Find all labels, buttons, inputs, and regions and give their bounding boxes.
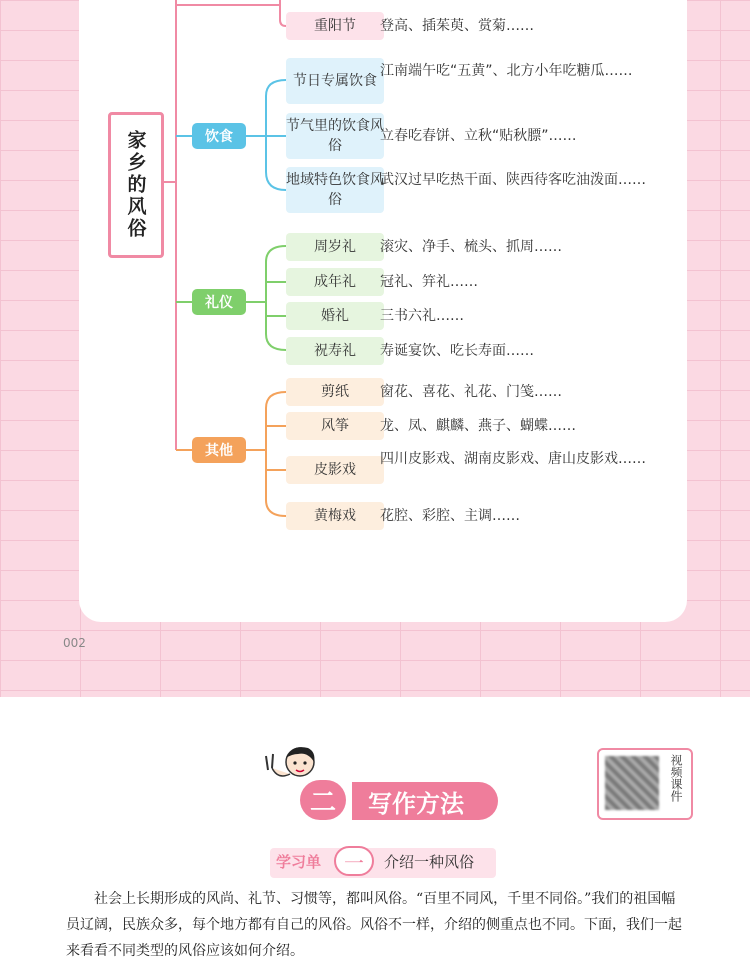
worksheet-number: 一: [334, 846, 374, 876]
desc-kite: 龙、凤、麒麟、燕子、蝴蝶……: [380, 418, 576, 434]
video-qr-card[interactable]: [597, 748, 693, 820]
desc-huangmei-opera: 花腔、彩腔、主调……: [380, 508, 520, 524]
page-number: 002: [63, 636, 86, 650]
section-number: 二: [300, 780, 346, 820]
desc-wedding: 三书六礼……: [380, 308, 464, 324]
section-title: 写作方法: [352, 782, 498, 820]
leaf-wedding: 婚礼: [286, 302, 384, 330]
intro-paragraph: 社会上长期形成的风尚、礼节、习惯等，都叫风俗。“百里不同风，千里不同俗。”我们的祖国幅员辽阔，民族众多，每个地方都有自己的风俗。风俗不一样，介绍的侧重点也不同。下面，我们一起来看看不同类型的风俗应该如何介绍。: [66, 891, 682, 959]
qr-label: 视频课件: [669, 754, 683, 802]
leaf-coming-of-age: 成年礼: [286, 268, 384, 296]
leaf-shadow-play: 皮影戏: [286, 456, 384, 484]
leaf-chongyang: 重阳节: [286, 12, 384, 40]
mindmap-title-box: [108, 112, 164, 258]
mindmap-title: 家乡的风俗: [124, 130, 147, 240]
leaf-solar-term-food: 节气里的饮食风俗: [286, 113, 384, 159]
leaf-paper-cutting: 剪纸: [286, 378, 384, 406]
desc-chongyang: 登高、插茱萸、赏菊……: [380, 18, 534, 34]
desc-longevity: 寿诞宴饮、吃长寿面……: [380, 343, 534, 359]
worksheet-label: 学习单: [276, 853, 322, 871]
leaf-regional-food: 地域特色饮食风俗: [286, 167, 384, 213]
leaf-kite: 风筝: [286, 412, 384, 440]
desc-festival-food: 江南端午吃“五黄”、北方小年吃糖瓜……: [380, 63, 633, 79]
worksheet-title: 介绍一种风俗: [384, 853, 475, 871]
qr-code-icon: [605, 756, 659, 810]
desc-coming-of-age: 冠礼、笄礼……: [380, 274, 478, 290]
desc-shadow-play: 四川皮影戏、湖南皮影戏、唐山皮影戏……: [380, 451, 646, 467]
category-other: 其他: [192, 437, 246, 463]
leaf-festival-food: 节日专属饮食: [286, 58, 384, 104]
leaf-longevity: 祝寿礼: [286, 337, 384, 365]
desc-paper-cutting: 窗花、喜花、礼花、门笺……: [380, 384, 562, 400]
leaf-huangmei-opera: 黄梅戏: [286, 502, 384, 530]
category-etiquette: 礼仪: [192, 289, 246, 315]
desc-regional-food: 武汉过早吃热干面、陕西待客吃油泼面……: [380, 172, 646, 188]
desc-solar-term-food: 立春吃春饼、立秋“贴秋膘”……: [380, 128, 577, 144]
category-food: 饮食: [192, 123, 246, 149]
desc-first-birthday: 滚灾、净手、梳头、抓周……: [380, 239, 562, 255]
leaf-first-birthday: 周岁礼: [286, 233, 384, 261]
